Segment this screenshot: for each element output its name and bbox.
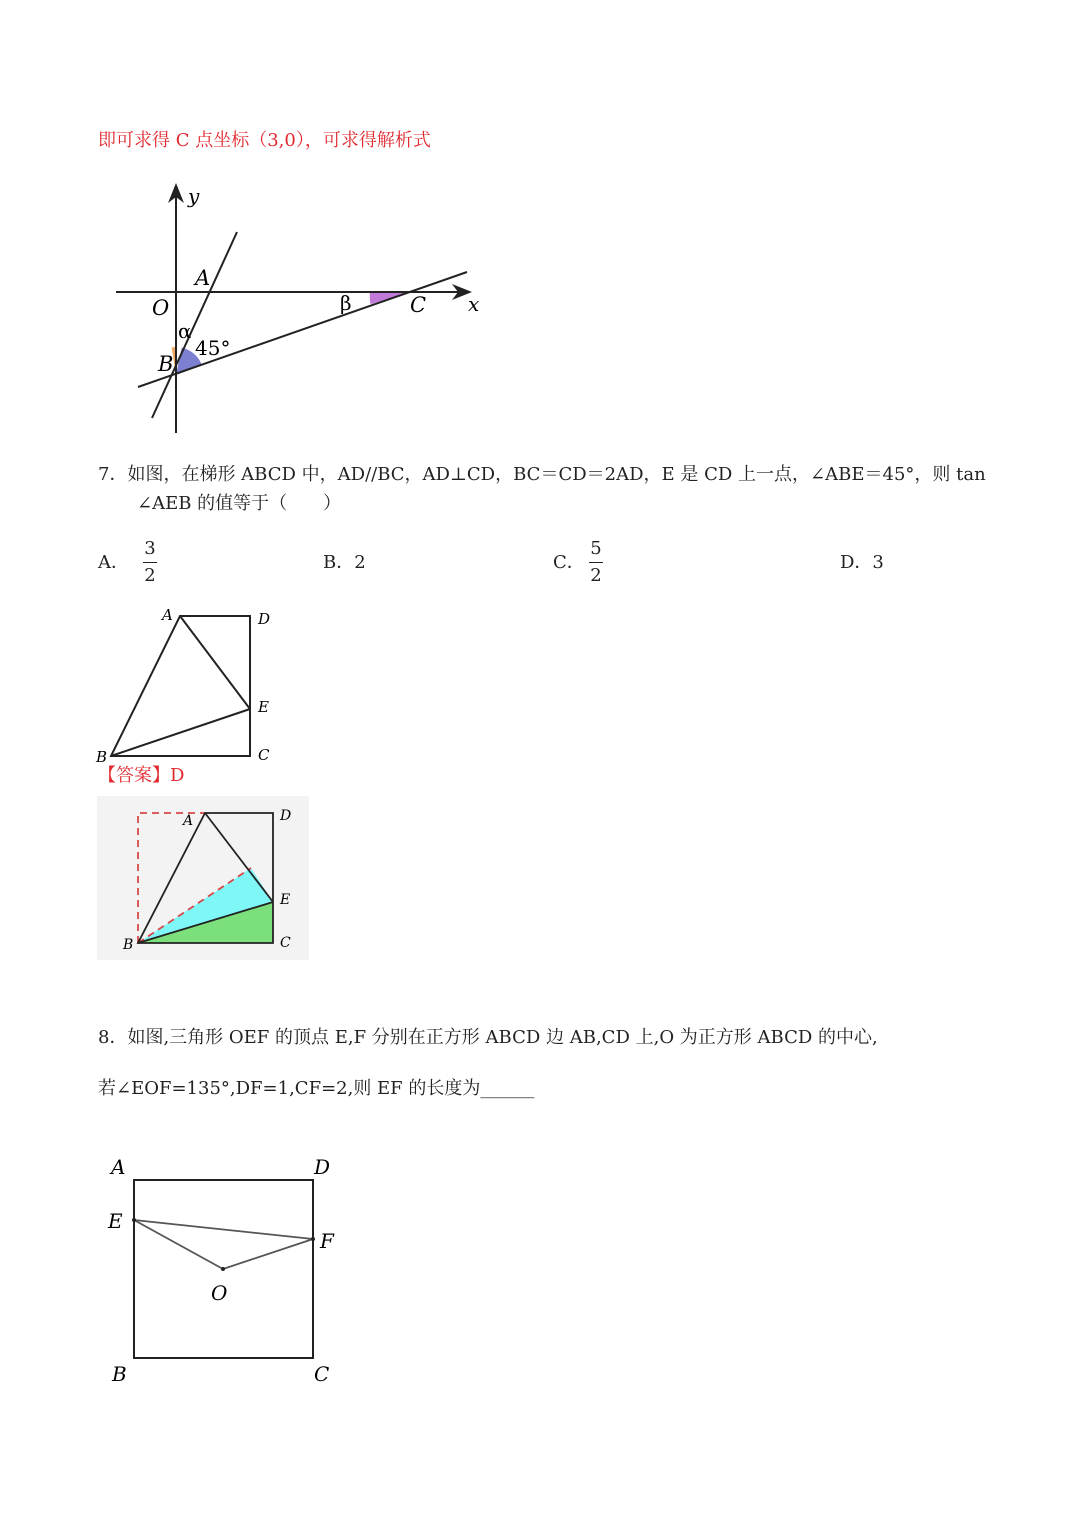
option-a-denominator: 2 <box>144 565 156 586</box>
ans-label-D: D <box>280 808 292 824</box>
sq-label-C: C <box>314 1362 330 1386</box>
trap-label-E: E <box>258 698 269 716</box>
label-beta: β <box>340 291 352 315</box>
option-a-numerator: 3 <box>144 538 156 559</box>
answer-label: 【答案】D <box>98 765 185 786</box>
sq-label-B: B <box>112 1362 127 1386</box>
option-c-denominator: 2 <box>590 565 602 586</box>
sq-label-F: F <box>320 1229 334 1253</box>
label-A: A <box>195 266 211 290</box>
ans-label-B: B <box>123 937 134 953</box>
sq-label-A: A <box>111 1155 126 1179</box>
label-45: 45° <box>195 336 231 360</box>
square-figure <box>100 1150 350 1395</box>
line-AB <box>152 232 237 418</box>
label-y: y <box>188 184 200 208</box>
label-C: C <box>410 293 427 317</box>
sq-label-O: O <box>211 1281 228 1305</box>
trap-label-C: C <box>258 746 270 764</box>
option-c-numerator: 5 <box>590 538 602 559</box>
option-a-fraction <box>143 538 157 587</box>
trapezoid-figure <box>92 605 282 765</box>
q8-line1: 8．如图,三角形 OEF 的顶点 E,F 分别在正方形 ABCD 边 AB,CD 上,O 为正方形 ABCD 的中心, <box>98 1027 878 1048</box>
trap-label-B: B <box>96 748 108 765</box>
q7-line1: 7．如图，在梯形 ABCD 中，AD//BC，AD⊥CD，BC＝CD＝2AD，E 是 CD 上一点，∠ABE＝45°，则 tan <box>98 464 986 485</box>
q7-line2: ∠AEB 的值等于（ ） <box>137 493 342 514</box>
hint-text: 即可求得 C 点坐标（3,0），可求得解析式 <box>98 130 431 151</box>
option-a-label: A． <box>98 552 129 573</box>
answer-figure <box>97 796 309 960</box>
option-c-label: C． <box>553 552 585 573</box>
option-d: D．3 <box>840 552 884 573</box>
option-b: B．2 <box>323 552 366 573</box>
sq-label-E: E <box>108 1209 123 1233</box>
coordinate-figure <box>100 175 500 440</box>
label-O: O <box>152 296 170 320</box>
sq-label-D: D <box>314 1155 331 1179</box>
label-alpha: α <box>178 319 192 343</box>
ans-label-A: A <box>183 813 194 829</box>
option-c-fraction <box>589 538 603 587</box>
ans-label-E: E <box>280 892 291 908</box>
label-B: B <box>158 352 174 376</box>
trap-label-A: A <box>162 606 173 624</box>
q8-line2: 若∠EOF=135°,DF=1,CF=2,则 EF 的长度为______ <box>98 1078 535 1099</box>
ans-label-C: C <box>280 935 291 951</box>
trap-label-D: D <box>258 610 271 628</box>
label-x: x <box>468 292 480 316</box>
